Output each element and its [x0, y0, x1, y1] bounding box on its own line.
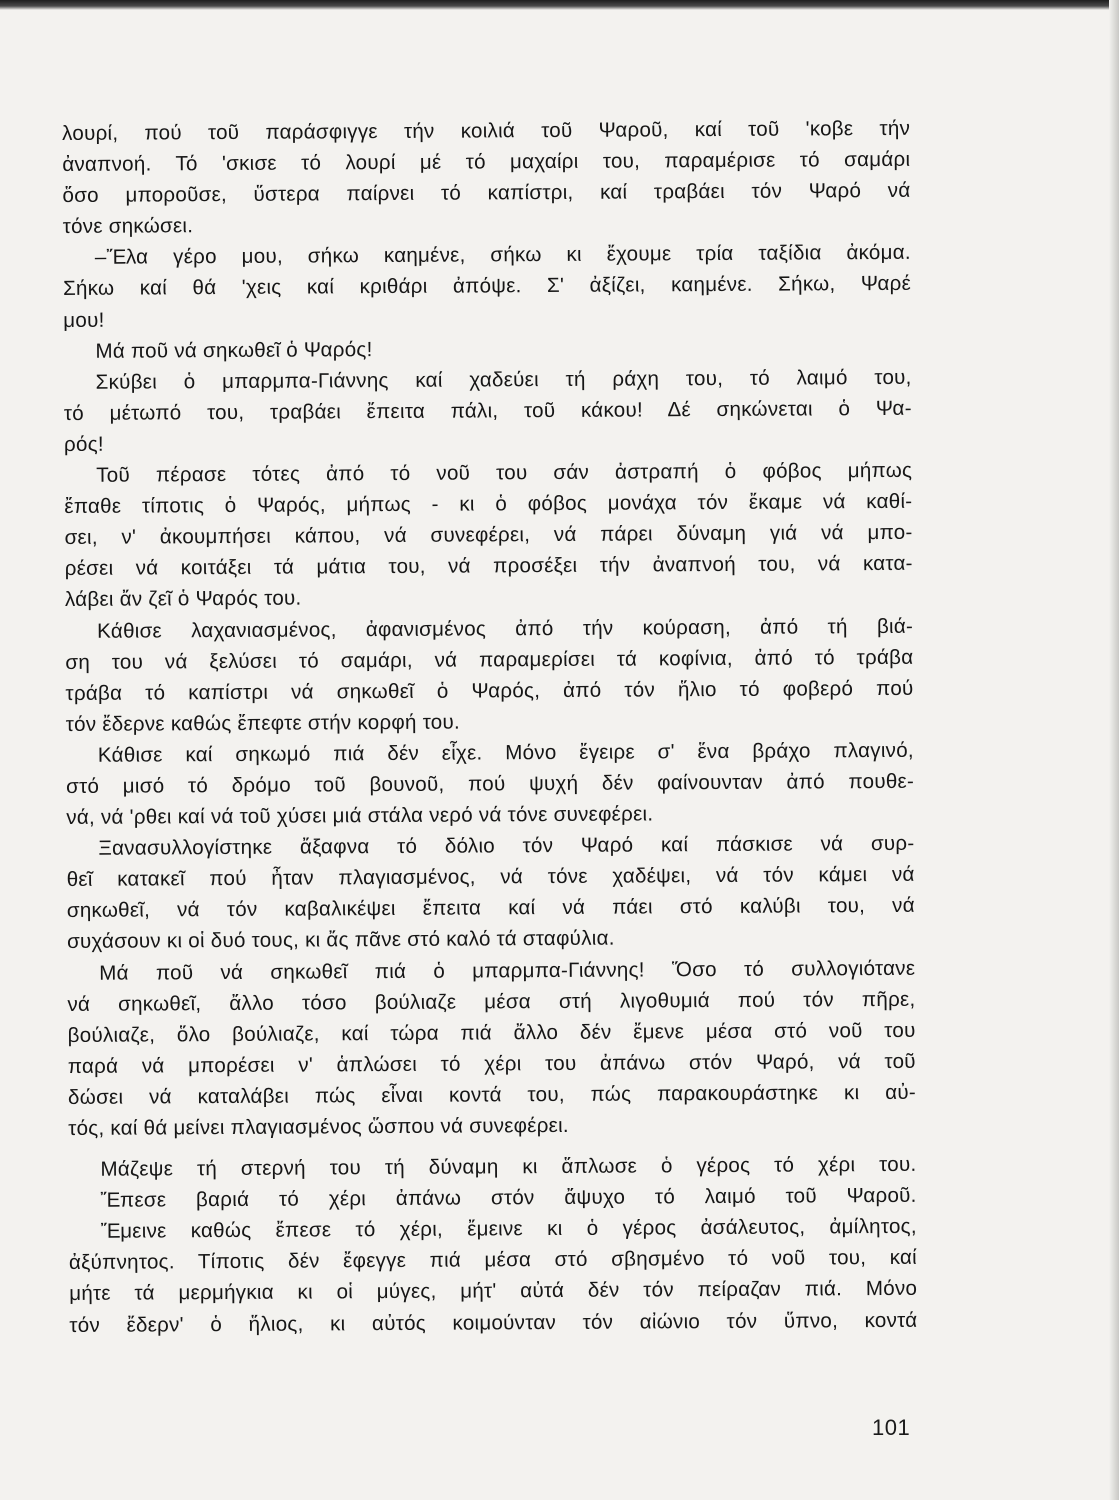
scan-right-edge: [1109, 0, 1119, 1500]
paragraph: [63, 237, 912, 335]
paragraph: [64, 362, 913, 460]
text-line: Ξανασυλλογίστηκε ἄξαφνα τό δόλιο τόν Ψαρό καί πάσκισε νά συρ-: [98, 831, 915, 860]
text-line: θεῖ κατακεῖ πού ἦταν πλαγιασμένος, νά τόνε χαδέψει, νά τόν κάμει νά: [66, 863, 915, 892]
text-line: Μά ποῦ νά σηκωθεῖ πιά ὁ μπαρμπα-Γιάννης! Ὅσο τό συλλογιότανε: [99, 956, 916, 985]
text-line: Ἔμεινε καθώς ἔπεσε τό χέρι, ἔμεινε κι ὁ γέρος ἀσάλευτος, ἀμίλητος,: [100, 1215, 917, 1244]
text-line: σηκωθεῖ, νά τόν καβαλικέψει ἔπειτα καί νά πάει στό καλύβι του, νά: [66, 894, 915, 923]
text-line: Κάθισε λαχανιασμένος, ἀφανισμένος ἀπό τήν κούραση, ἀπό τή βιά-: [97, 614, 914, 643]
text-line: μου!: [63, 308, 105, 332]
paragraph: [67, 952, 916, 1144]
text-line: ση του νά ξελύσει τό σαμάρι, νά παραμερίσει τά κοφίνια, ἀπό τό τράβα: [65, 645, 914, 674]
text-line: λουρί, πού τοῦ παράσφιγγε τήν κοιλιά τοῦ Ψαροῦ, καί τοῦ 'κοβε τήν: [62, 116, 911, 145]
text-line: νά σηκωθεῖ, ἄλλο τόσο βούλιαζε μέσα στή λιγοθυμιά πού τόν πῆρε,: [67, 987, 916, 1016]
paragraph: [68, 1149, 917, 1341]
text-line: ἀξύπνητος. Τίποτις δέν ἔφεγγε πιά μέσα στό σβησμένο τό νοῦ του, καί: [68, 1246, 918, 1275]
text-line: Ἔπεσε βαριά τό χέρι ἀπάνω στόν ἄψυχο τό λαιμό τοῦ Ψαροῦ.: [100, 1183, 917, 1212]
paragraph: [63, 330, 911, 366]
text-line: συχάσουν κι οἱ δυό τους, κι ἄς πᾶνε στό καλό τά σταφύλια.: [66, 927, 615, 954]
text-line: παρά νά μπορέσει ν' ἁπλώσει τό χέρι του ἀπάνω στόν Ψαρό, νά τοῦ: [67, 1049, 916, 1078]
text-line: τό μέτωπό του, τραβάει ἔπειτα πάλι, τοῦ κάκου! Δέ σηκώνεται ὁ Ψα-: [63, 396, 912, 425]
body-text: [62, 113, 917, 1341]
text-line: Σκύβει ὁ μπαρμπα-Γιάννης καί χαδεύει τή ράχη του, τό λαιμό του,: [95, 365, 912, 394]
text-line: τόν ἔδερνε καθώς ἔπεφτε στήν κορφή του.: [65, 710, 461, 736]
text-line: –Ἔλα γέρο μου, σήκω καημένε, σήκω κι ἔχουμε τρία ταξίδια ἀκόμα.: [94, 241, 911, 270]
text-line: ὅσο μποροῦσε, ὕστερα παίρνει τό καπίστρι, καί τραβάει τόν Ψαρό νά: [62, 179, 911, 208]
text-line: τόν ἔδερν' ὁ ἥλιος, κι αὐτός κοιμούνταν τόν αἰώνιο τόν ὕπνο, κοντά: [69, 1308, 918, 1337]
text-line: σει, ν' ἀκουμπήσει κάπου, νά συνεφέρει, νά πάρει δύναμη γιά νά μπο-: [64, 521, 913, 550]
text-line: ρός!: [63, 432, 104, 456]
text-line: μήτε τά μερμήγκια κι οἱ μύγες, μήτ' αὐτά δέν τόν πείραζαν πιά. Μόνο: [69, 1277, 918, 1306]
paragraph: [62, 113, 911, 243]
text-line: Κάθισε καί σηκωμό πιά δέν εἶχε. Μόνο ἔγειρε σ' ἕνα βράχο πλαγινό,: [97, 738, 914, 767]
text-line: ἔπαθε τίποτις ὁ Ψαρός, μήπως - κι ὁ φόβος μονάχα τόν ἔκαμε νά καθί-: [64, 489, 913, 519]
text-line: Σήκω καί θά 'χεις καί κριθάρι ἀπόψε. Σ' ἀξίζει, καημένε. Σήκω, Ψαρέ: [62, 272, 912, 301]
text-line: τόνε σηκώσει.: [62, 214, 194, 239]
text-line: τράβα τό καπίστρι νά σηκωθεῖ ὁ Ψαρός, ἀπό τόν ἥλιο τό φοβερό πού: [65, 676, 914, 705]
page-number: 101: [872, 1415, 911, 1440]
text-line: ἀναπνοή. Τό 'σκισε τό λουρί μέ τό μαχαίρι του, παραμέρισε τό σαμάρι: [62, 147, 911, 177]
text-line: Μάζεψε τή στερνή του τή δύναμη κι ἅπλωσε ὁ γέρος τό χέρι του.: [100, 1152, 917, 1181]
text-line: νά, νά 'ρθει καί νά τοῦ χύσει μιά στάλα νερό νά τόνε συνεφέρει.: [66, 802, 654, 830]
paragraph: [65, 610, 914, 740]
text-line: λάβει ἄν ζεῖ ὁ Ψαρός του.: [64, 586, 302, 612]
scan-top-edge: [0, 0, 1119, 10]
text-line: Τοῦ πέρασε τότες ἀπό τό νοῦ του σάν ἀστραπή ὁ φόβος μήπως: [96, 458, 913, 487]
text-line: Μά ποῦ νά σηκωθεῖ ὁ Ψαρός!: [95, 337, 373, 363]
paragraph: [66, 735, 915, 833]
paragraph: [66, 828, 915, 958]
text-line: στό μισό τό δρόμο τοῦ βουνοῦ, πού ψυχή δέν φαίνουνταν ἀπό πουθε-: [66, 769, 915, 798]
text-line: δώσει νά καταλάβει πώς εἶναι κοντά του, πώς παρακουράστηκε κι αὐ-: [67, 1080, 917, 1109]
text-line: τός, καί θά μείνει πλαγιασμένος ὥσπου νά συνεφέρει.: [68, 1113, 569, 1140]
paragraph: [64, 455, 913, 616]
text-line: βούλιαζε, ὅλο βούλιαζε, καί τώρα πιά ἄλλο δέν ἔμενε μέσα στό νοῦ του: [67, 1018, 916, 1047]
text-line: ρέσει νά κοιτάξει τά μάτια του, νά προσέξει τήν ἀναπνοή του, νά κατα-: [64, 552, 913, 581]
